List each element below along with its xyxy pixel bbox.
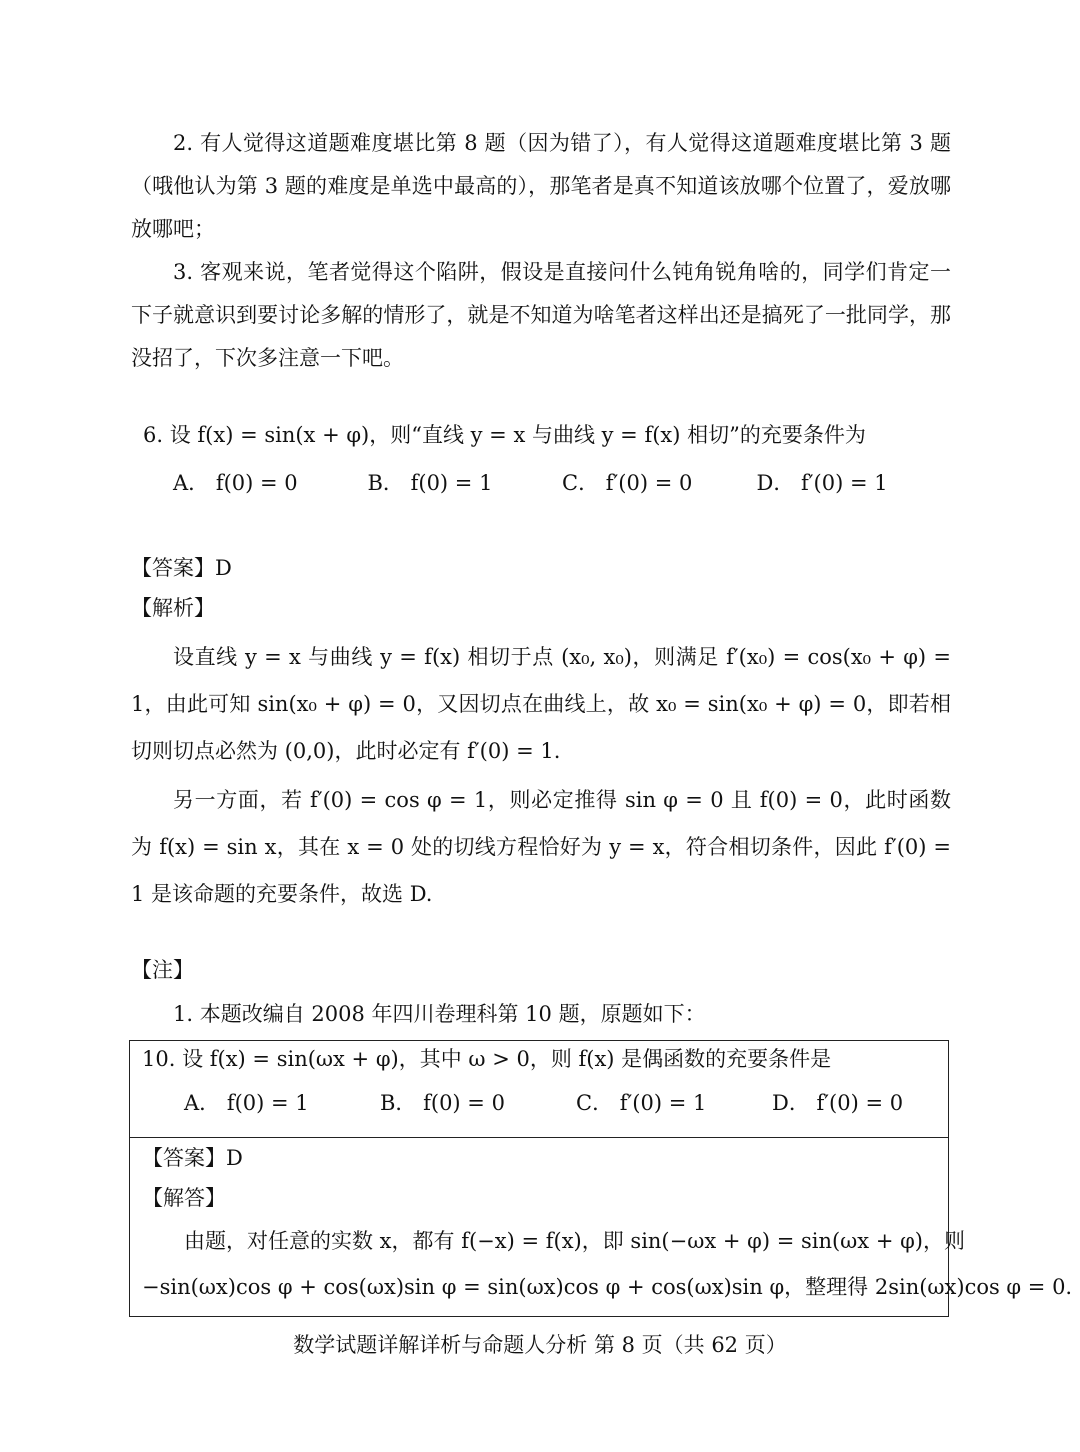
- original-problem-box: [129, 1040, 1073, 1317]
- note-item-1: 1. 本题改编自 2008 年四川卷理科第 10 题，原题如下：: [173, 1002, 706, 1026]
- note-section: [131, 950, 951, 1034]
- option-b: B． f(0) = 1: [367, 471, 493, 495]
- note-item-2: 2. 有人觉得这道题难度堪比第 8 题（因为错了），有人觉得这道题难度堪比第 3 题（哦他认为第 3 题的难度是单选中最高的），那笔者是真不知道该放哪个位置了，爱放哪放哪吧；: [131, 131, 951, 241]
- original-solution-line-2: −sin(ωx)cos φ + cos(ωx)sin φ = sin(ωx)cos φ + cos(ωx)sin φ，整理得 2sin(ωx)cos φ = 0.: [142, 1275, 1073, 1299]
- option-c: C． f′(0) = 0: [562, 471, 693, 495]
- answer-label: 【答案】D: [131, 556, 232, 580]
- analysis-label: 【解析】: [131, 596, 215, 620]
- question-stem: 6. 设 f(x) = sin(x + φ)，则“直线 y = x 与曲线 y = f(x) 相切”的充要条件为: [143, 423, 866, 447]
- original-stem: 10. 设 f(x) = sin(ωx + φ)，其中 ω > 0，则 f(x) 是偶函数的充要条件是: [142, 1047, 832, 1071]
- note-item-3: 3. 客观来说，笔者觉得这个陷阱，假设是直接问什么钝角锐角啥的，同学们肯定一下子就意识到要讨论多解的情形了，就是不知道为啥笔者这样出还是搞死了一批同学，那没招了，下次多注意一下吧。: [131, 260, 951, 370]
- option-d: D． f′(0) = 1: [756, 471, 888, 495]
- original-option-b: B． f(0) = 0: [380, 1091, 505, 1115]
- answer-section: [131, 548, 951, 918]
- analysis-paragraph-1: 设直线 y = x 与曲线 y = f(x) 相切于点 (x₀, x₀)，则满足 f′(x₀) = cos(x₀ + φ) = 1，由此可知 sin(x₀ + φ) = 0，又因切点在曲线上，故 x₀ = sin(x₀ + φ) = 0，即若相切则切点必然为 (0,0)，此时必定有 f′(0) = 1.: [131, 645, 951, 763]
- original-option-d: D． f′(0) = 0: [772, 1091, 904, 1115]
- original-option-a: A． f(0) = 1: [184, 1091, 309, 1115]
- note-label: 【注】: [131, 958, 194, 982]
- notes-previous: [131, 122, 951, 380]
- original-options: [184, 1085, 984, 1121]
- question-options: [131, 457, 951, 509]
- original-solution-label: 【解答】: [142, 1186, 226, 1210]
- option-a: A． f(0) = 0: [173, 471, 298, 495]
- original-answer-label: 【答案】D: [142, 1146, 243, 1170]
- box-divider: [130, 1137, 948, 1138]
- question-6: [131, 414, 951, 509]
- original-solution-line-1: 由题，对任意的实数 x，都有 f(−x) = f(x)，即 sin(−ωx + φ) = sin(ωx + φ)，则: [184, 1229, 965, 1253]
- page-footer: 数学试题详解详析与命题人分析 第 8 页（共 62 页）: [293, 1333, 787, 1357]
- analysis-paragraph-2: 另一方面，若 f′(0) = cos φ = 1，则必定推得 sin φ = 0 且 f(0) = 0，此时函数为 f(x) = sin x，其在 x = 0 处的切线方程恰好为 y = x，符合相切条件，因此 f′(0) = 1 是该命题的充要条件，故选 D.: [131, 788, 951, 906]
- original-option-c: C． f′(0) = 1: [576, 1091, 707, 1115]
